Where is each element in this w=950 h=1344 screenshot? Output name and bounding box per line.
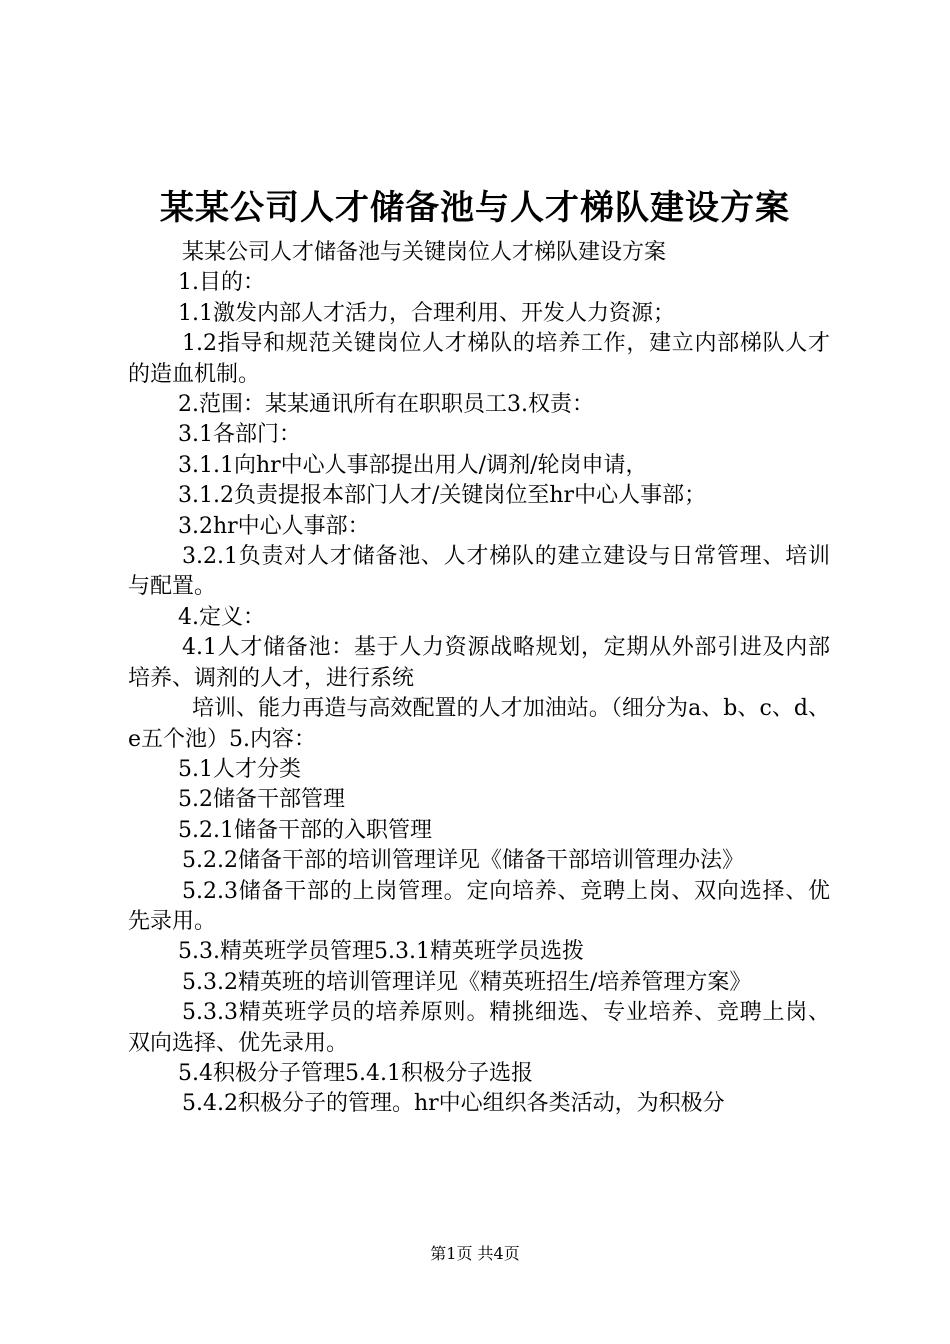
paragraph: 4.定义： xyxy=(178,604,265,630)
paragraph: 1.目的： xyxy=(178,270,265,296)
paragraph: 5.3.2精英班的培训管理详见《精英班招生/培养管理方案》 xyxy=(182,969,752,995)
paragraph: 3.1.1向hr中心人事部提出用人/调剂/轮岗申请， xyxy=(178,452,648,478)
paragraph: 培训、能力再造与高效配置的人才加油站。（细分为a、b、c、d、e五个池）5.内容： xyxy=(128,696,830,752)
paragraph: 5.3.3精英班学员的培养原则。精挑细选、专业培养、竞聘上岗、双向选择、优先录用。 xyxy=(128,1000,830,1056)
paragraph: 5.2.2储备干部的培训管理详见《储备干部培训管理办法》 xyxy=(182,848,744,874)
paragraph: 5.2.1储备干部的入职管理 xyxy=(178,817,432,843)
paragraph: 5.3.精英班学员管理5.3.1精英班学员选拨 xyxy=(178,939,584,965)
paragraph: 3.1.2负责提报本部门人才/关键岗位至hr中心人事部； xyxy=(178,483,707,509)
paragraph: 5.2储备干部管理 xyxy=(178,787,345,813)
document-title: 某某公司人才储备池与人才梯队建设方案 xyxy=(160,188,790,228)
paragraph: 某某公司人才储备池与关键岗位人才梯队建设方案 xyxy=(182,240,667,265)
paragraph: 1.1激发内部人才活力，合理利用、开发人力资源； xyxy=(178,300,675,326)
paragraph: 2.范围：某某通讯所有在职职员工3.权责： xyxy=(178,392,594,418)
paragraph: 5.2.3储备干部的上岗管理。定向培养、竞聘上岗、双向选择、优先录用。 xyxy=(128,878,830,934)
paragraph: 4.1人才储备池：基于人力资源战略规划，定期从外部引进及内部培养、调剂的人才，进行系统 xyxy=(128,635,830,691)
paragraph: 5.4.2积极分子的管理。hr中心组织各类活动，为积极分 xyxy=(182,1091,725,1117)
paragraph: 3.1各部门： xyxy=(178,422,301,448)
paragraph: 5.4积极分子管理5.4.1积极分子选报 xyxy=(178,1060,533,1086)
paragraph: 1.2指导和规范关键岗位人才梯队的培养工作，建立内部梯队人才的造血机制。 xyxy=(128,331,830,387)
paragraph: 5.1人才分类 xyxy=(178,756,301,782)
document-body xyxy=(128,238,830,1120)
page-indicator: 第1页 共4页 xyxy=(430,1244,520,1263)
paragraph: 3.2hr中心人事部： xyxy=(178,513,370,539)
paragraph: 3.2.1负责对人才储备池、人才梯队的建立建设与日常管理、培训与配置。 xyxy=(128,544,830,600)
